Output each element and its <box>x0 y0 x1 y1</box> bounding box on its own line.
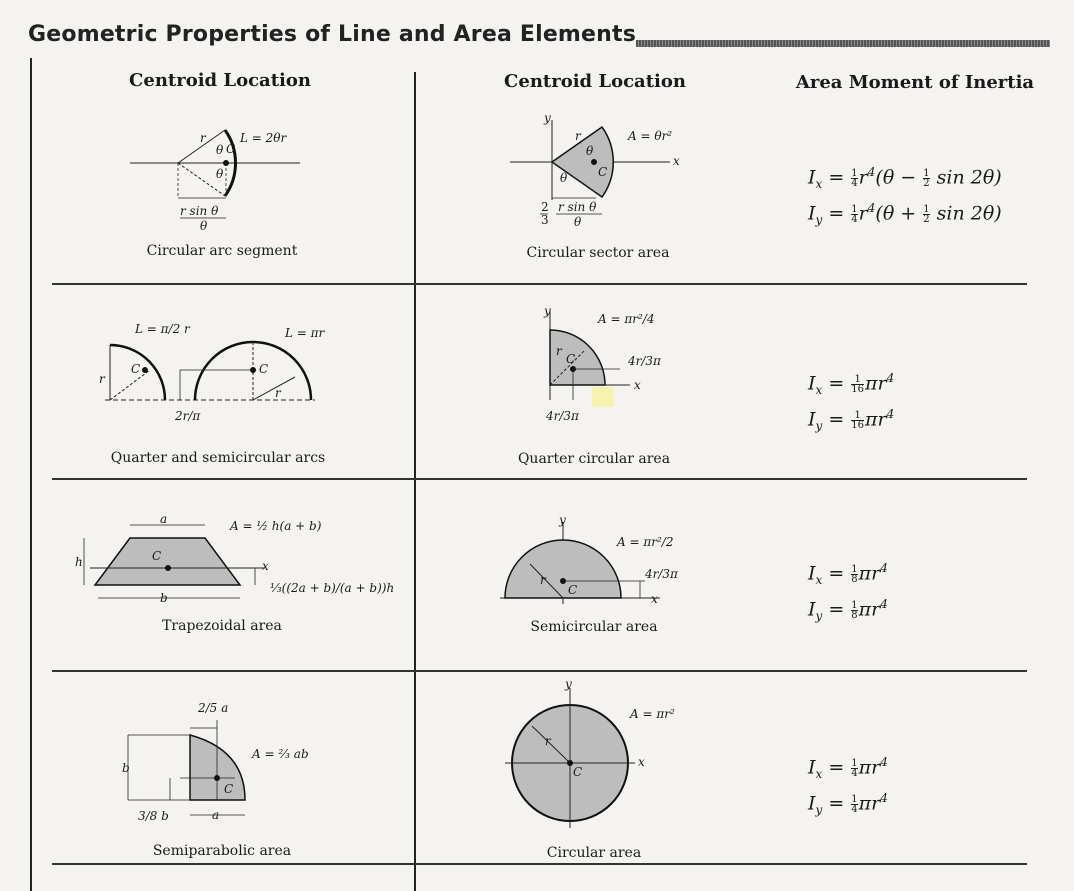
column-header-moment-of-inertia: Area Moment of Inertia <box>795 72 1035 93</box>
circular-area-figure <box>500 678 700 843</box>
column-header-centroid-lines: Centroid Location <box>129 70 311 91</box>
page-title: Geometric Properties of Line and Area Elements <box>28 22 637 47</box>
semicircular-area-caption: Semicircular area <box>530 619 658 635</box>
quarter-area-dim-vertical: 4r/3π <box>628 354 661 368</box>
trapezoid-centroid-label: C <box>152 549 162 563</box>
semiparabolic-area-figure <box>120 690 360 840</box>
title-rule <box>636 40 1050 47</box>
circular-area-caption: Circular area <box>546 845 642 861</box>
table-border-left <box>30 58 32 891</box>
sector-dim-denominator: θ <box>574 215 582 229</box>
row-divider <box>52 478 1027 480</box>
quarter-area-label: A = πr²/4 <box>598 312 655 326</box>
semiparabolic-b-label: b <box>122 761 130 775</box>
sector-y-axis-label: y <box>544 111 551 125</box>
sector-iy: $I_y$ = $\frac{1}{4}$ $r^4(\theta$ + $\frac{1}{2}$ sin 2θ) <box>808 201 1002 228</box>
semi-area-label: A = πr²/2 <box>617 535 674 549</box>
semiparabolic-area-caption: Semiparabolic area <box>152 843 292 859</box>
arc-radius-label: r <box>200 131 206 145</box>
quarter-circular-area-figure <box>530 305 730 440</box>
semiparabolic-dim-side: 3/8 b <box>138 809 169 823</box>
arc-theta-upper: θ <box>216 143 224 157</box>
sector-moments <box>808 160 1002 232</box>
quarter-area-y-axis-label: y <box>544 304 551 318</box>
semi-area-ix: $I_x$ = $\frac{1}{8}$ $\pi r^4$ <box>808 561 888 588</box>
sector-x-axis-label: x <box>673 154 680 168</box>
quarter-semicircular-arcs-caption: Quarter and semicircular arcs <box>110 450 326 466</box>
circle-area-label: A = πr² <box>630 707 675 721</box>
column-divider <box>414 72 416 891</box>
quarter-circular-area-caption: Quarter circular area <box>517 451 671 467</box>
circle-ix: $I_x$ = $\frac{1}{4}$ $\pi r^4$ <box>808 755 888 782</box>
semiparabolic-area-label: A = ⅔ ab <box>252 747 309 761</box>
arc-length-label: L = 2θr <box>240 131 287 145</box>
trapezoid-area-label: A = ½ h(a + b) <box>230 519 322 533</box>
sector-theta-lower: θ <box>560 171 568 185</box>
quarter-area-moments <box>808 366 894 438</box>
semi-arc-radius-label: r <box>275 386 281 400</box>
trapezoid-x-axis-label: x <box>262 559 269 573</box>
quarter-arc-length-label: L = π/2 r <box>135 322 190 336</box>
semicircular-area-figure <box>495 512 695 612</box>
trapezoid-centroid-dim: ⅓((2a + b)/(a + b))h <box>270 581 395 595</box>
sector-dim-numerator: r sin θ <box>558 200 597 214</box>
circular-sector-caption: Circular sector area <box>526 245 670 261</box>
row-divider <box>52 670 1027 672</box>
semiparabolic-centroid-label: C <box>224 782 234 796</box>
circular-arc-segment-caption: Circular arc segment <box>146 243 298 259</box>
semi-area-iy: $I_y$ = $\frac{1}{8}$ $\pi r^4$ <box>808 597 888 624</box>
quarter-area-ix: $I_x$ = $\frac{1}{16}$ $\pi r^4$ <box>808 371 895 398</box>
arc-theta-lower: θ <box>216 167 224 181</box>
semi-area-x-axis-label: x <box>651 592 658 606</box>
quarter-area-iy: $I_y$ = $\frac{1}{16}$ $\pi r^4$ <box>808 407 895 434</box>
quarter-area-radius-label: r <box>556 344 562 358</box>
arc-centroid-label: C <box>226 142 236 156</box>
sector-dim-three: 3 <box>541 213 549 227</box>
trapezoidal-area-caption: Trapezoidal area <box>162 618 282 634</box>
sector-area-label: A = θr² <box>628 129 673 143</box>
trapezoid-h-label: h <box>75 555 83 569</box>
arc-dim-numerator: r sin θ <box>180 204 219 218</box>
quarter-arc-radius-label: r <box>99 372 105 386</box>
sector-dim-two: 2 <box>541 200 549 214</box>
arc-centroid-dim: 2r/π <box>175 409 201 423</box>
semi-area-moments <box>808 556 888 628</box>
row-divider <box>52 283 1027 285</box>
column-header-centroid-areas: Centroid Location <box>504 71 686 92</box>
trapezoidal-area-figure <box>70 510 395 610</box>
semi-area-y-axis-label: y <box>559 513 566 527</box>
semiparabolic-a-label: a <box>212 808 220 822</box>
trapezoid-a-label: a <box>160 512 168 526</box>
semi-area-radius-label: r <box>540 573 546 587</box>
circle-x-axis-label: x <box>638 755 645 769</box>
circle-iy: $I_y$ = $\frac{1}{4}$ $\pi r^4$ <box>808 791 888 818</box>
circle-y-axis-label: y <box>565 677 572 691</box>
sector-centroid-label: C <box>598 165 608 179</box>
quarter-area-dim-horizontal: 4r/3π <box>546 409 579 423</box>
circular-sector-figure <box>510 110 690 230</box>
quarter-area-x-axis-label: x <box>634 378 641 392</box>
sector-theta-upper: θ <box>586 144 594 158</box>
semi-arc-centroid-label: C <box>259 362 269 376</box>
sector-ix: $I_x$ = $\frac{1}{4}$ $r^4(\theta$ − $\frac{1}{2}$ sin 2θ) <box>808 165 1002 192</box>
circle-centroid-label: C <box>573 765 583 779</box>
quarter-arc-centroid-label: C <box>131 362 141 376</box>
sector-radius-label: r <box>575 129 581 143</box>
quarter-semicircular-arcs-figure <box>95 315 355 440</box>
arc-dim-denominator: θ <box>200 219 208 233</box>
trapezoid-b-label: b <box>160 591 168 605</box>
semi-arc-length-label: L = πr <box>285 326 325 340</box>
semiparabolic-dim-top: 2/5 a <box>198 701 229 715</box>
quarter-area-centroid-label: C <box>566 352 576 366</box>
circular-arc-segment-figure <box>130 118 310 233</box>
semi-area-centroid-label: C <box>568 583 578 597</box>
semi-area-dim: 4r/3π <box>645 567 678 581</box>
circle-radius-label: r <box>545 734 551 748</box>
row-divider <box>52 863 1027 865</box>
circle-moments <box>808 750 888 822</box>
